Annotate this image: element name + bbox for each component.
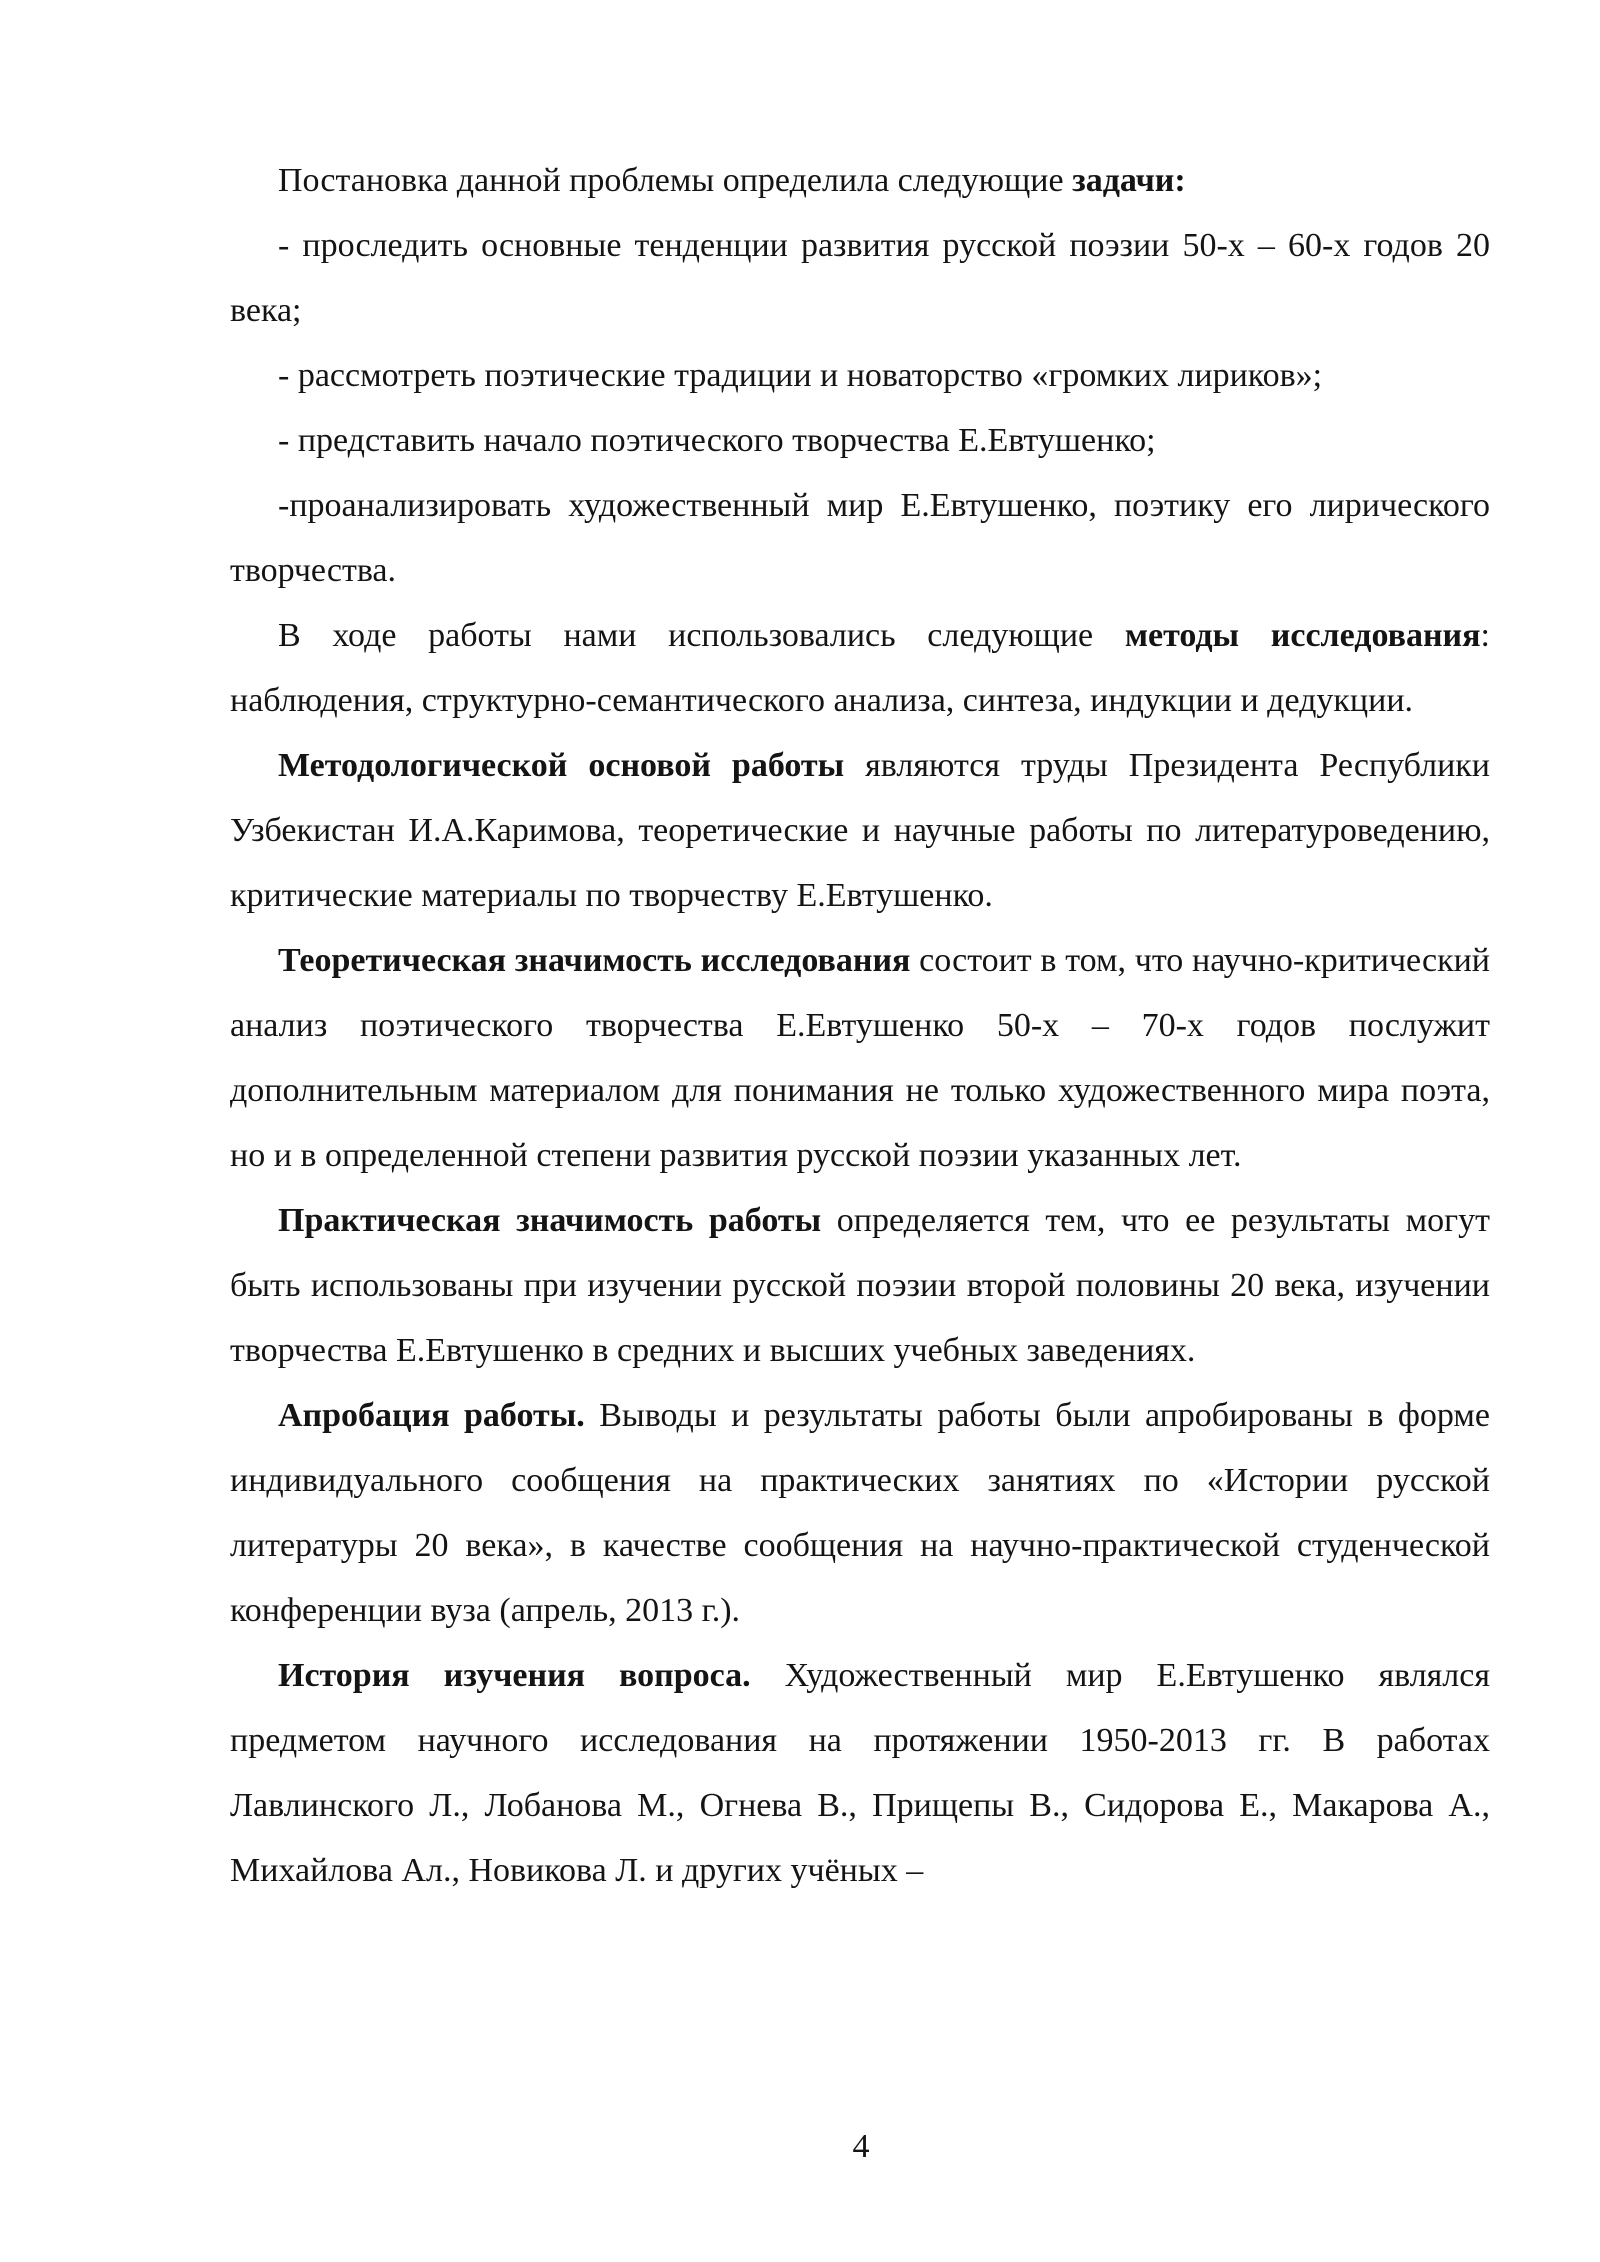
- paragraph-approbation: [230, 1383, 1490, 1643]
- tasks-label: задачи:: [1072, 162, 1186, 199]
- history-text: Художественный мир Е.Евтушенко являлся предметом научного исследования на протяжении 1950-2013 гг. В работах Лавлинского Л., Лобанова М., Огнева В., Прищепы В., Сидорова Е., Макарова А., Михайлова Ал., Новикова Л. и других учёных –: [230, 1657, 1490, 1889]
- paragraph-task-4: -проанализировать художественный мир Е.Евтушенко, поэтику его лирического творчества.: [230, 487, 1490, 589]
- practical-label: Практическая значимость работы: [278, 1202, 822, 1239]
- methodology-text: являются труды Президента Республики Узбекистан И.А.Каримова, теоретические и научные работы по литературоведению, критические материалы по творчеству Е.Евтушенко.: [230, 747, 1490, 914]
- methods-label: методы исследования: [1124, 617, 1481, 654]
- paragraph-history: [230, 1643, 1490, 1903]
- history-label: История изучения вопроса.: [278, 1657, 751, 1694]
- theoretical-text: состоит в том, что научно-критический анализ поэтического творчества Е.Евтушенко 50-х – 70-х годов послужит дополнительным материалом для понимания не только художественного мира поэта, но и в определенной степени развития русской поэзии указанных лет.: [230, 942, 1490, 1174]
- approbation-text: Выводы и результаты работы были апробированы в форме индивидуального сообщения на практических занятиях по «Истории русской литературы 20 века», в качестве сообщения на научно-практической студенческой конференции вуза (апрель, 2013 г.).: [230, 1397, 1490, 1629]
- page-number: 4: [852, 2128, 870, 2165]
- paragraph-task-1: - проследить основные тенденции развития русской поэзии 50-х – 60-х годов 20 века;: [230, 227, 1490, 329]
- methods-before: В ходе работы нами использовались следующие: [278, 617, 1125, 654]
- paragraph-task-2: - рассмотреть поэтические традиции и новаторство «громких лириков»;: [278, 357, 1323, 394]
- approbation-label: Апробация работы.: [278, 1397, 585, 1434]
- paragraph-theoretical: [230, 928, 1490, 1188]
- document-page: [230, 148, 1490, 1903]
- methodology-label: Методологической основой работы: [278, 747, 845, 784]
- paragraph-tasks-intro: [230, 148, 1490, 213]
- theoretical-label: Теоретическая значимость исследования: [278, 942, 911, 979]
- practical-text: определяется тем, что ее результаты могут быть использованы при изучении русской поэзии второй половины 20 века, изучении творчества Е.Евтушенко в средних и высших учебных заведениях.: [230, 1202, 1490, 1369]
- paragraph-practical: [230, 1188, 1490, 1383]
- paragraph-task-3: - представить начало поэтического творчества Е.Евтушенко;: [278, 422, 1156, 459]
- paragraph-methods: [230, 603, 1490, 733]
- methods-after: : наблюдения, структурно-семантического анализа, синтеза, индукции и дедукции.: [230, 617, 1490, 719]
- paragraph-methodology: [230, 733, 1490, 928]
- tasks-intro-text: Постановка данной проблемы определила следующие: [278, 162, 1073, 199]
